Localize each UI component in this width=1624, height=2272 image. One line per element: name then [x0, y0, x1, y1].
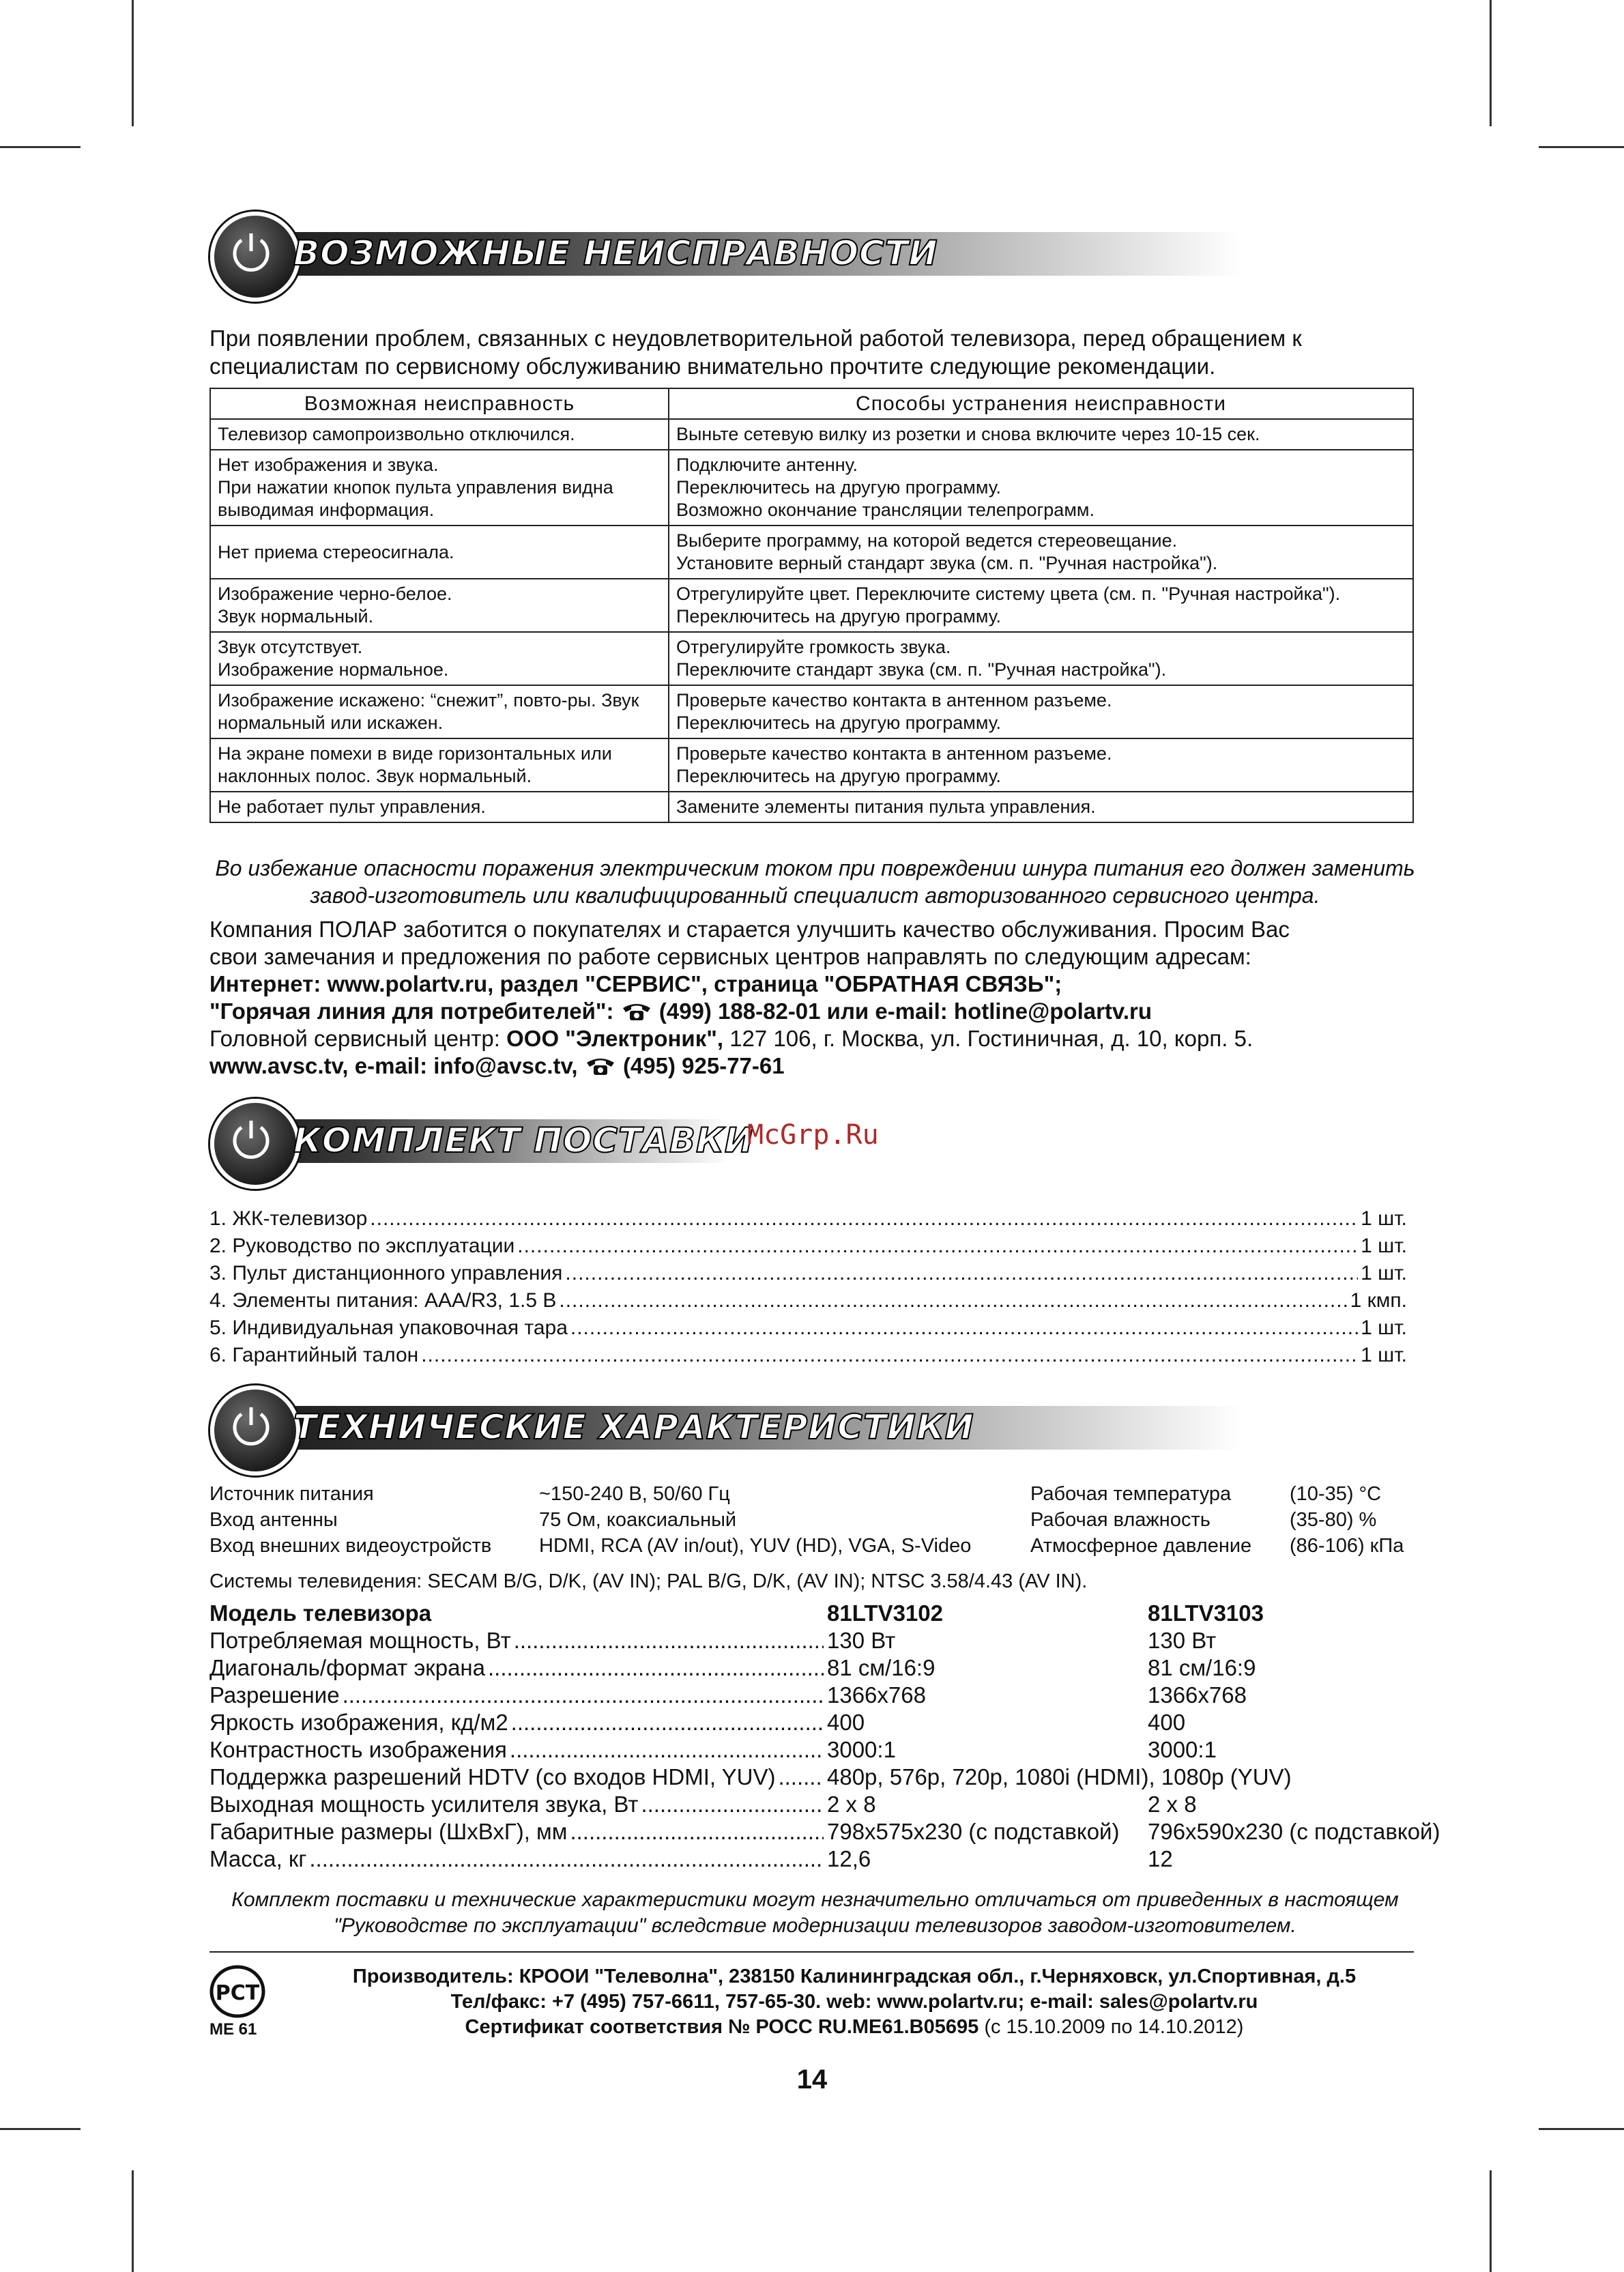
- safety-warning: Во избежание опасности поражения электрическим током при повреждении шнура питания его должен заменить завод-изготовитель или квалифицированный специалист авторизованного сервисного центра.: [215, 856, 1415, 908]
- dot-leader: [559, 1287, 1347, 1314]
- dot-leader: [517, 1233, 1358, 1260]
- env-value: (10-35) °С: [1290, 1483, 1382, 1505]
- contact-block: [209, 916, 1431, 1080]
- spec-value: 1366x768: [827, 1682, 926, 1708]
- kit-item-qty: 1 шт.: [1361, 1344, 1407, 1366]
- spec-label: Вход антенны: [209, 1509, 338, 1531]
- service-center-line: [209, 1025, 1431, 1052]
- spec-label: Выходная мощность усилителя звука, Вт: [209, 1792, 639, 1817]
- manufacturer-line: Производитель: КРООИ "Телеволна", 238150 Калининградская обл., г.Черняховск, ул.Спортивная, д.5: [352, 1966, 1357, 1987]
- remedy-cell: Замените элементы питания пульта управления.: [669, 792, 1413, 822]
- disclaimer: Комплект поставки и технические характеристики могут незначительно отличаться от приведенных в настоящем "Руководстве по эксплуатации" вследствие модернизации телевизоров заводом-изготовителем.: [231, 1888, 1399, 1937]
- fault-cell: Нет изображения и звука. При нажатии кнопок пульта управления видна выводимая информация.: [210, 450, 669, 526]
- table-row: [210, 419, 1413, 450]
- section-title: ТЕХНИЧЕСКИЕ ХАРАКТЕРИСТИКИ: [293, 1407, 974, 1447]
- spec-label-wrap: [209, 1736, 824, 1764]
- crop-mark: [1539, 2128, 1624, 2130]
- crop-mark: [1490, 0, 1492, 126]
- column-header: Способы устранения неисправности: [669, 388, 1413, 419]
- spec-label-wrap: [209, 1709, 824, 1736]
- model-spec-table: [209, 1600, 1465, 1873]
- column-header: Возможная неисправность: [210, 388, 669, 419]
- spec-value: 2 x 8: [1148, 1792, 1197, 1817]
- remedy-cell: Выньте сетевую вилку из розетки и снова включите через 10-15 сек.: [669, 419, 1413, 450]
- kit-item-qty: 1 кмп.: [1350, 1289, 1407, 1312]
- dot-leader: [488, 1654, 824, 1682]
- remedy-cell: Подключите антенну. Переключитесь на другую программу. Возможно окончание трансляции телепрограмм.: [669, 450, 1413, 526]
- model-name: 81LTV3103: [1148, 1600, 1264, 1626]
- table-row: [209, 1654, 1465, 1682]
- table-row: [209, 1818, 1465, 1845]
- spec-label: Источник питания: [209, 1483, 374, 1505]
- faults-table: [209, 388, 1414, 823]
- table-row: [210, 579, 1413, 632]
- spec-label: Потребляемая мощность, Вт: [209, 1628, 511, 1653]
- tv-systems: Системы телевидения: SECAM B/G, D/K, (AV IN); PAL B/G, D/K, (AV IN); NTSC 3.58/4.43 (AV IN).: [209, 1570, 1088, 1592]
- spec-value: 3000:1: [1148, 1737, 1217, 1762]
- service-phone: (495) 925-77-61: [622, 1053, 785, 1078]
- dot-leader: [641, 1791, 824, 1818]
- spec-value: 81 см/16:9: [1148, 1655, 1256, 1680]
- model-header-label: Модель телевизора: [209, 1600, 432, 1626]
- crop-mark: [0, 146, 81, 148]
- kit-list: [209, 1205, 1407, 1369]
- footer-lines: [285, 1964, 1424, 2040]
- certification-code: ME 61: [209, 2020, 257, 2039]
- spec-value: HDMI, RCA (AV in/out), YUV (HD), VGA, S-Video: [539, 1535, 972, 1557]
- intro-text: При появлении проблем, связанных с неудовлетворительной работой телевизора, перед обращением к специалистам по сервисному обслуживанию внимательно прочтите следующие рекомендации.: [209, 326, 1302, 379]
- table-row: [210, 450, 1413, 526]
- crop-mark: [132, 2170, 134, 2272]
- list-item: [209, 1260, 1407, 1287]
- service-center-address: 127 106, г. Москва, ул. Гостиничная, д. 10, корп. 5.: [729, 1026, 1253, 1051]
- dot-leader: [565, 1260, 1358, 1287]
- service-center-name: ООО "Электроник",: [506, 1026, 724, 1051]
- dot-leader: [778, 1764, 824, 1791]
- spec-label-wrap: [209, 1791, 824, 1818]
- certificate-dates: (с 15.10.2009 по 14.10.2012): [984, 2016, 1244, 2038]
- table-row: [209, 1627, 1465, 1654]
- internet-line: Интернет: www.polartv.ru, раздел "СЕРВИС", страница "ОБРАТНАЯ СВЯЗЬ";: [209, 971, 1062, 996]
- spec-value: 400: [1148, 1710, 1186, 1735]
- power-icon: [210, 1385, 300, 1476]
- spec-label: Поддержка разрешений HDTV (со входов HDMI, YUV): [209, 1764, 776, 1789]
- spec-value: 75 Ом, коаксиальный: [539, 1509, 737, 1531]
- contact-line: Компания ПОЛАР заботится о покупателях и старается улучшить качество обслуживания. Просим Вас: [209, 917, 1290, 942]
- dot-leader: [343, 1682, 824, 1709]
- spec-value: 12: [1148, 1846, 1173, 1871]
- power-icon: [210, 212, 300, 302]
- crop-mark: [0, 2128, 81, 2130]
- fault-cell: Изображение искажено: “снежит”, повто-ры. Звук нормальный или искажен.: [210, 685, 669, 738]
- env-label: Атмосферное давление: [1030, 1535, 1252, 1557]
- spec-label: Контрастность изображения: [209, 1737, 507, 1762]
- spec-label-wrap: [209, 1654, 824, 1682]
- dot-leader: [570, 1314, 1358, 1342]
- table-row: [209, 1682, 1465, 1709]
- table-row: [210, 685, 1413, 738]
- list-item: [209, 1314, 1407, 1342]
- fault-cell: Не работает пульт управления.: [210, 792, 669, 822]
- spec-label: Масса, кг: [209, 1846, 307, 1871]
- kit-item-qty: 1 шт.: [1361, 1207, 1407, 1230]
- env-value: (86-106) кПа: [1290, 1535, 1404, 1557]
- spec-value: 796x590x230 (с подставкой): [1148, 1819, 1440, 1844]
- spec-label-wrap: [209, 1764, 824, 1791]
- kit-item-label: 3. Пульт дистанционного управления: [209, 1262, 563, 1284]
- dot-leader: [511, 1709, 824, 1736]
- fault-cell: Нет приема стереосигнала.: [210, 526, 669, 579]
- section-title: ВОЗМОЖНЫЕ НЕИСПРАВНОСТИ: [293, 233, 938, 273]
- table-row: [210, 738, 1413, 792]
- dot-leader: [510, 1736, 824, 1764]
- certificate-number: Сертификат соответствия № РОСС RU.ME61.B05695: [465, 2016, 979, 2038]
- kit-item-label: 6. Гарантийный талон: [209, 1344, 419, 1366]
- fault-cell: На экране помехи в виде горизонтальных или наклонных полос. Звук нормальный.: [210, 738, 669, 792]
- kit-item-label: 4. Элементы питания: AAA/R3, 1.5 В: [209, 1289, 557, 1312]
- kit-item-qty: 1 шт.: [1361, 1317, 1407, 1339]
- spec-label: Габаритные размеры (ШхВхГ), мм: [209, 1819, 568, 1844]
- page-number: 14: [796, 2065, 828, 2095]
- model-name: 81LTV3102: [827, 1600, 943, 1626]
- spec-value: 12,6: [827, 1846, 871, 1871]
- dot-leader: [309, 1845, 824, 1873]
- table-row: [210, 526, 1413, 579]
- phone-icon: [584, 1054, 617, 1076]
- list-item: [209, 1342, 1407, 1369]
- power-icon: [210, 1099, 300, 1189]
- table-row: [209, 1845, 1465, 1873]
- dot-leader: [514, 1627, 824, 1654]
- phone-icon: [620, 1000, 653, 1022]
- spec-label-wrap: [209, 1818, 824, 1845]
- env-label: Рабочая температура: [1030, 1483, 1232, 1505]
- kit-item-qty: 1 шт.: [1361, 1235, 1407, 1257]
- spec-label: Разрешение: [209, 1682, 340, 1708]
- env-label: Рабочая влажность: [1030, 1509, 1210, 1531]
- dot-leader: [370, 1205, 1358, 1233]
- phones-line: Тел/факс: +7 (495) 757-6611, 757-65-30. web: www.polartv.ru; e-mail: sales@polartv.ru: [450, 1991, 1258, 2013]
- remedy-cell: Выберите программу, на которой ведется стереовещание. Установите верный стандарт звука (см. п. "Ручная настройка").: [669, 526, 1413, 579]
- service-center-prefix: Головной сервисный центр:: [209, 1026, 500, 1051]
- spec-label: Яркость изображения, кд/м2: [209, 1710, 508, 1735]
- remedy-cell: Отрегулируйте громкость звука. Переключите стандарт звука (см. п. "Ручная настройка").: [669, 632, 1413, 685]
- kit-item-label: 2. Руководство по эксплуатации: [209, 1235, 515, 1257]
- certification-mark-logo: РСТ: [215, 1981, 260, 2005]
- fault-cell: Звук отсутствует. Изображение нормальное.: [210, 632, 669, 685]
- spec-value: 3000:1: [827, 1737, 896, 1762]
- model-header-row: [209, 1600, 1465, 1627]
- spec-value: 798x575x230 (с подставкой): [827, 1819, 1120, 1844]
- crop-mark: [132, 0, 134, 126]
- table-row: [210, 792, 1413, 822]
- list-item: [209, 1233, 1407, 1260]
- spec-label: Диагональ/формат экрана: [209, 1655, 486, 1680]
- spec-value: 480p, 576p, 720p, 1080i (HDMI), 1080p (YUV): [827, 1764, 1292, 1789]
- remedy-cell: Отрегулируйте цвет. Переключите систему цвета (см. п. "Ручная настройка"). Переключитесь на другую программу.: [669, 579, 1413, 632]
- hotline-label: "Горячая линия для потребителей":: [209, 998, 614, 1024]
- watermark: McGrp.Ru: [747, 1119, 879, 1151]
- spec-value: 130 Вт: [827, 1628, 896, 1653]
- fault-cell: Изображение черно-белое. Звук нормальный.: [210, 579, 669, 632]
- fault-cell: Телевизор самопроизвольно отключился.: [210, 419, 669, 450]
- table-row: [209, 1709, 1465, 1736]
- spec-label-wrap: [209, 1845, 824, 1873]
- table-row: [209, 1764, 1465, 1791]
- service-web-line: [209, 1052, 1431, 1080]
- spec-value: 400: [827, 1710, 865, 1735]
- spec-value: 1366x768: [1148, 1682, 1247, 1708]
- spec-label-wrap: [209, 1682, 824, 1709]
- table-header-row: [210, 388, 1413, 419]
- table-row: [209, 1791, 1465, 1818]
- service-web: www.avsc.tv, e-mail: info@avsc.tv,: [209, 1053, 578, 1078]
- contact-line: свои замечания и предложения по работе сервисных центров направлять по следующим адресам:: [209, 944, 1251, 969]
- kit-item-label: 5. Индивидуальная упаковочная тара: [209, 1317, 568, 1339]
- spec-value: 130 Вт: [1148, 1628, 1217, 1653]
- crop-mark: [1490, 2170, 1492, 2272]
- crop-mark: [1539, 146, 1624, 148]
- spec-label-wrap: [209, 1627, 824, 1654]
- dot-leader: [421, 1342, 1358, 1369]
- divider: [209, 1951, 1414, 1953]
- list-item: [209, 1205, 1407, 1233]
- spec-label: Вход внешних видеоустройств: [209, 1535, 492, 1557]
- faults-table-body: [210, 419, 1413, 822]
- list-item: [209, 1287, 1407, 1314]
- kit-item-qty: 1 шт.: [1361, 1262, 1407, 1284]
- spec-value: 2 x 8: [827, 1792, 876, 1817]
- spec-value: 81 см/16:9: [827, 1655, 936, 1680]
- hotline-value: (499) 188-82-01 или e-mail: hotline@polartv.ru: [658, 998, 1152, 1024]
- dot-leader: [570, 1818, 824, 1845]
- certification-mark-icon: [209, 1964, 265, 2019]
- section-title: КОМПЛЕКТ ПОСТАВКИ: [293, 1121, 754, 1160]
- kit-item-label: 1. ЖК-телевизор: [209, 1207, 368, 1230]
- certificate-line: [285, 2015, 1424, 2040]
- hotline-line: [209, 998, 1431, 1025]
- remedy-cell: Проверьте качество контакта в антенном разъеме. Переключитесь на другую программу.: [669, 738, 1413, 792]
- table-row: [209, 1736, 1465, 1764]
- env-value: (35-80) %: [1290, 1509, 1377, 1531]
- spec-value: ~150-240 В, 50/60 Гц: [539, 1483, 730, 1505]
- remedy-cell: Проверьте качество контакта в антенном разъеме. Переключитесь на другую программу.: [669, 685, 1413, 738]
- table-row: [210, 632, 1413, 685]
